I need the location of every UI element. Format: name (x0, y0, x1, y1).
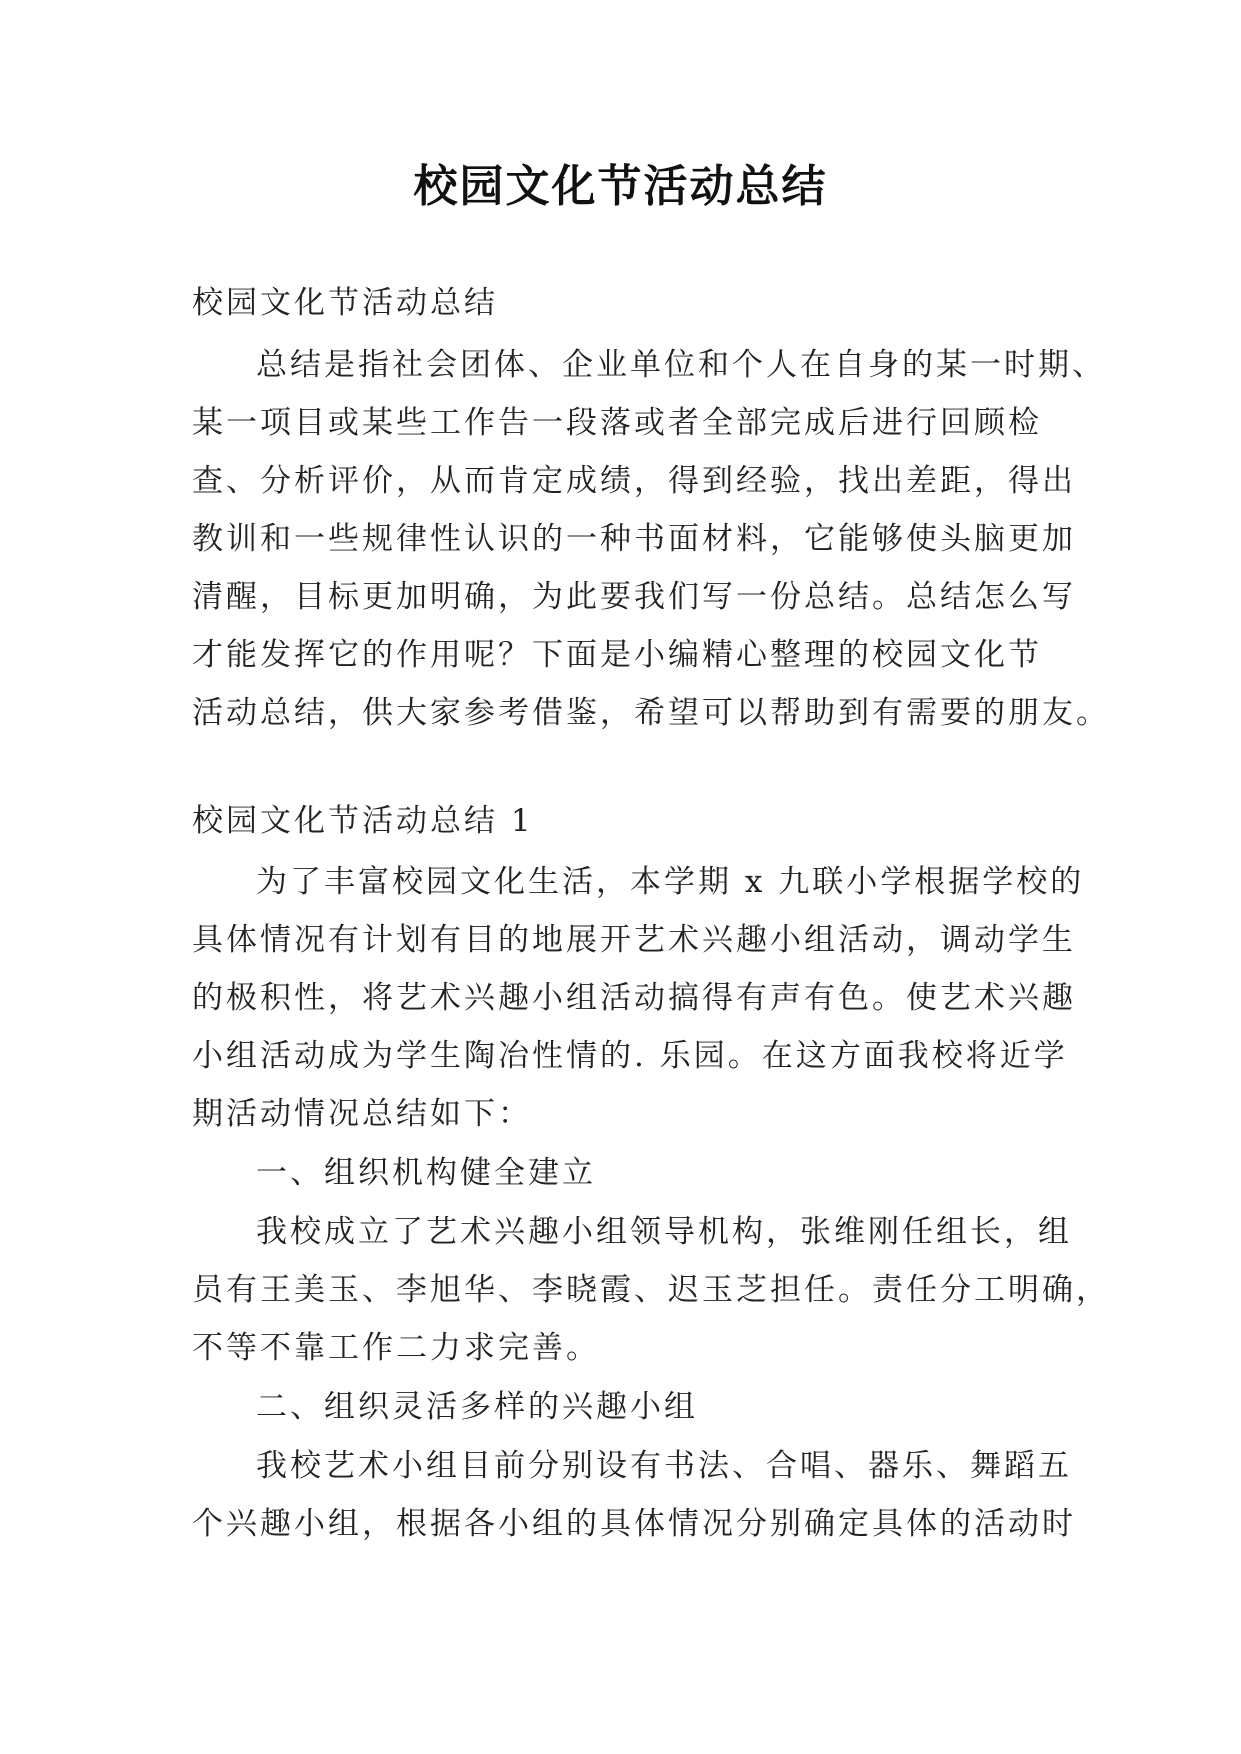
text-line: 不等不靠工作二力求完善。 (192, 1330, 600, 1366)
text-line: 我校艺术小组目前分别设有书法、合唱、器乐、舞蹈五 (256, 1448, 1072, 1484)
text-line: 一、组织机构健全建立 (256, 1155, 596, 1191)
document-title: 校园文化节活动总结 (413, 161, 828, 212)
text-line: 才能发挥它的作用呢？下面是小编精心整理的校园文化节 (192, 637, 1042, 673)
text-line: 具体情况有计划有目的地展开艺术兴趣小组活动，调动学生 (192, 922, 1076, 958)
text-line: 二、组织灵活多样的兴趣小组 (256, 1389, 698, 1425)
text-line: 总结是指社会团体、企业单位和个人在自身的某一时期、 (256, 347, 1106, 383)
text-line: 校园文化节活动总结 1 (192, 803, 534, 839)
text-line: 为了丰富校园文化生活，本学期 x 九联小学根据学校的 (256, 864, 1085, 900)
text-line: 某一项目或某些工作告一段落或者全部完成后进行回顾检 (192, 405, 1042, 441)
text-line: 小组活动成为学生陶冶性情的. 乐园。在这方面我校将近学 (192, 1038, 1068, 1074)
text-line: 校园文化节活动总结 (192, 285, 498, 321)
text-line: 期活动情况总结如下： (192, 1096, 532, 1132)
text-line: 我校成立了艺术兴趣小组领导机构，张维刚任组长，组 (256, 1214, 1072, 1250)
text-line: 个兴趣小组，根据各小组的具体情况分别确定具体的活动时 (192, 1506, 1076, 1542)
text-line: 员有王美玉、李旭华、李晓霞、迟玉芝担任。责任分工明确， (192, 1272, 1110, 1308)
text-line: 查、分析评价，从而肯定成绩，得到经验，找出差距，得出 (192, 463, 1076, 499)
text-line: 活动总结，供大家参考借鉴，希望可以帮助到有需要的朋友。 (192, 695, 1110, 731)
text-line: 的极积性，将艺术兴趣小组活动搞得有声有色。使艺术兴趣 (192, 980, 1076, 1016)
text-line: 教训和一些规律性认识的一种书面材料，它能够使头脑更加 (192, 521, 1076, 557)
text-line: 清醒，目标更加明确，为此要我们写一份总结。总结怎么写 (192, 579, 1076, 615)
